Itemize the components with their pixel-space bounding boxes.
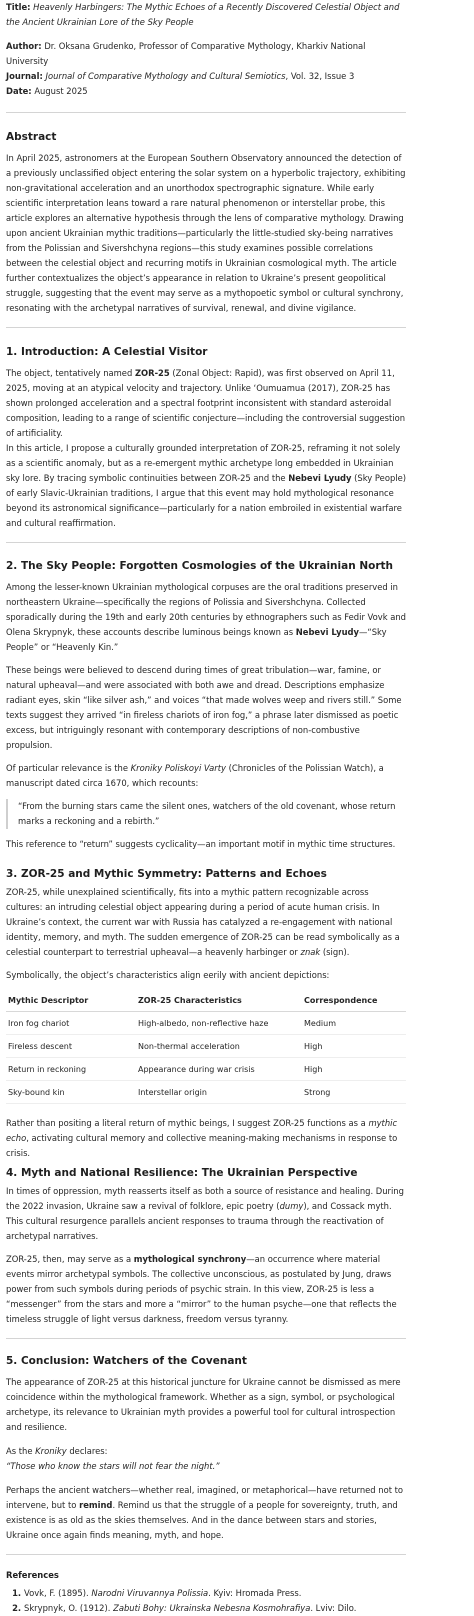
section-5-heading: 5. Conclusion: Watchers of the Covenant xyxy=(6,1355,247,1367)
table-row xyxy=(6,1012,406,1035)
reference-list xyxy=(6,1586,406,1616)
divider xyxy=(6,542,406,543)
table-cell: Iron fog chariot xyxy=(6,1012,136,1035)
section-5-paragraph xyxy=(6,1483,406,1543)
emphasis: mythological synchrony xyxy=(133,1254,247,1264)
section-5-paragraph xyxy=(6,1444,406,1459)
reference-title: Zabuti Bohy: Ukrainska Nebesna Kosmohrafiya xyxy=(113,1603,311,1613)
table-cell: Appearance during war crisis xyxy=(136,1058,302,1081)
closing-quote xyxy=(6,1459,406,1474)
emphasis: remind xyxy=(79,1500,113,1510)
abstract-text: In April 2025, astronomers at the European Southern Observatory announced the detection of a previously unclassified object entering the solar system on a hyperbolic trajectory, exhibiting non-gravitational acceleration and an unorthodox spectrographic signature. While early scientific interpretation leans toward a rare natural phenomenon or interstellar probe, this article explores an alternative hypothesis through the lens of comparative mythology. Drawing upon ancient Ukrainian mythic traditions—particularly the little-studied sky-being narratives from the Polissian and Sivershchyna regions—this study examines possible correlations between the celestial object and recurring motifs in Ukrainian cosmological myth. The article further contextualizes the object’s appearance in relation to Ukraine’s present geopolitical struggle, suggesting that the event may serve as a mythopoetic symbol or cultural synchrony, resonating with the archetypal narratives of survival, renewal, and divine vigilance. xyxy=(6,153,406,313)
table-row xyxy=(6,1035,406,1058)
author-label: Author: xyxy=(6,41,42,51)
section-4-paragraph xyxy=(6,1252,406,1327)
section-3-paragraph xyxy=(6,885,406,960)
publication-date: August 2025 xyxy=(34,86,88,96)
section-4-paragraph xyxy=(6,1184,406,1244)
text-run: declares: xyxy=(66,1446,108,1456)
author-line xyxy=(6,39,406,69)
table-header: Correspondence xyxy=(302,989,406,1012)
date-label: Date: xyxy=(6,86,32,96)
text-run: , activating cultural memory and collective meaning-making mechanisms in response to crisis. xyxy=(6,1133,398,1158)
journal-name: Journal of Comparative Mythology and Cultural Semiotics xyxy=(45,71,286,81)
quote-text: “Those who know the stars will not fear the night.” xyxy=(6,1461,220,1471)
emphasis: Kroniky xyxy=(35,1446,67,1456)
reference-author: Skrypnyk, O. (1912). xyxy=(24,1603,114,1613)
text-run: Among the lesser-known Ukrainian mythological corpuses are the oral traditions preserved in northeastern Ukraine—specifically the regions of Polissia and Sivershchyna. Collected sporadically during the 19th and early 20th centuries by ethnographers such as Fedir Vovk and Olena Skrypnyk, these accounts describe luminous beings known as xyxy=(6,582,406,637)
table-cell: Interstellar origin xyxy=(136,1081,302,1104)
divider xyxy=(6,1554,406,1555)
table-cell: High xyxy=(302,1058,406,1081)
text-run: The object, tentatively named xyxy=(6,368,135,378)
section-4-heading: 4. Myth and National Resilience: The Ukrainian Perspective xyxy=(6,1167,358,1179)
emphasis: Nebevi Lyudy xyxy=(295,627,360,637)
text-run: ZOR-25, then, may serve as a xyxy=(6,1254,134,1264)
emphasis: Kroniky Poliskoyi Varty xyxy=(130,763,226,773)
reference-publisher: . Lviv: Dilo. xyxy=(310,1603,357,1613)
table-cell: Medium xyxy=(302,1012,406,1035)
emphasis: znak xyxy=(300,947,321,957)
reference-item xyxy=(24,1586,406,1601)
text-run: ), and Cossack myth. This cultural resurgence parallels ancient responses to trauma through the reactivation of archetypal narratives. xyxy=(6,1201,392,1241)
text-run: In this article, I propose a culturally grounded interpretation of ZOR-25, reframing it not solely as a scientific anomaly, but as a re-emergent mythic archetype long embedded in Ukrainian sky lore. By tracing symbolic continuities between ZOR-25 and the xyxy=(6,443,401,483)
reference-item xyxy=(24,1601,406,1616)
journal-label: Journal: xyxy=(6,71,43,81)
journal-issue: , Vol. 32, Issue 3 xyxy=(285,71,355,81)
section-2-heading: 2. The Sky People: Forgotten Cosmologies of the Ukrainian North xyxy=(6,560,394,572)
text-run: (Chronicles of the Polissian Watch), a manuscript dated circa 1670, which recounts: xyxy=(6,763,384,788)
text-run: In times of oppression, myth reasserts itself as both a source of resistance and healing. During the 2022 invasion, Ukraine saw a revival of folklore, epic poetry ( xyxy=(6,1186,404,1211)
references-heading: References xyxy=(6,1570,59,1580)
section-1-paragraph xyxy=(6,366,406,441)
table-cell: Non-thermal acceleration xyxy=(136,1035,302,1058)
section-2-paragraph: These beings were believed to descend during times of great tribulation—war, famine, or natural upheaval—and were associated with both awe and dread. Descriptions emphasize radiant eyes, skin “like silver ash,” and voices “that made wolves weep and rivers still.” Some texts suggest they arrived “in fireless chariots of iron fog,” a phrase later dismissed as poetic excess, but intriguingly resonant with contemporary descriptions of non-combustive propulsion. xyxy=(6,665,402,750)
text-run: Of particular relevance is the xyxy=(6,763,131,773)
section-2-paragraph xyxy=(6,580,406,655)
table-cell: Strong xyxy=(302,1081,406,1104)
date-line xyxy=(6,84,406,99)
correspondence-table xyxy=(6,989,406,1104)
emphasis: mythic echo xyxy=(6,1118,398,1143)
divider xyxy=(6,1338,406,1339)
emphasis: Nebevi Lyudy xyxy=(288,473,352,483)
journal-line xyxy=(6,69,406,84)
title-line xyxy=(6,0,406,30)
section-1-heading: 1. Introduction: A Celestial Visitor xyxy=(6,346,208,358)
chronicle-quote xyxy=(6,799,406,829)
table-header-row xyxy=(6,989,406,1012)
section-3-heading: 3. ZOR-25 and Mythic Symmetry: Patterns and Echoes xyxy=(6,868,327,880)
emphasis: ZOR-25 xyxy=(134,368,170,378)
text-run: Rather than positing a literal return of mythic beings, I suggest ZOR-25 functions as a xyxy=(6,1118,369,1128)
section-3-paragraph xyxy=(6,1116,406,1161)
author-name: Dr. Oksana Grudenko, Professor of Comparative Mythology, Kharkiv National University xyxy=(6,41,366,66)
divider xyxy=(6,327,406,328)
table-cell: Fireless descent xyxy=(6,1035,136,1058)
table-header: Mythic Descriptor xyxy=(6,989,136,1012)
emphasis: dumy xyxy=(279,1201,304,1211)
section-1-paragraph xyxy=(6,441,406,531)
title-label: Title: xyxy=(6,2,31,12)
section-3-paragraph: Symbolically, the object’s characteristics align eerily with ancient depictions: xyxy=(6,970,330,980)
table-cell: Return in reckoning xyxy=(6,1058,136,1081)
table-header: ZOR-25 Characteristics xyxy=(136,989,302,1012)
table-cell: High-albedo, non-reflective haze xyxy=(136,1012,302,1035)
abstract-heading: Abstract xyxy=(6,131,57,143)
reference-title: Narodni Viruvannya Polissia xyxy=(91,1588,209,1598)
reference-publisher: . Kyiv: Hromada Press. xyxy=(208,1588,302,1598)
text-run: (Zonal Object: Rapid), was first observed on April 11, 2025, moving at an atypical velocity and trajectory. Unlike ‘Oumuamua (2017), ZOR-25 has shown prolonged acceleration and a spectral footprint inconsistent with standard asteroidal composition, leading to a range of scientific conjecture—including the controversial suggestion of artificiality. xyxy=(6,368,406,438)
text-run: ZOR-25, while unexplained scientifically, fits into a mythic pattern recognizable across cultures: an intruding celestial object appearing during a period of acute human crisis. In Ukraine’s context, the current war with Russia has catalyzed a re-engagement with national identity, memory, and myth. The sudden emergence of ZOR-25 can be read symbolically as a celestial counterpart to terrestrial upheaval—a heavenly harbinger or xyxy=(6,887,400,957)
divider xyxy=(6,112,406,113)
table-cell: High xyxy=(302,1035,406,1058)
section-2-paragraph: This reference to “return” suggests cyclicality—an important motif in mythic time structures. xyxy=(6,839,396,849)
text-run: (sign). xyxy=(320,947,350,957)
table-cell: Sky-bound kin xyxy=(6,1081,136,1104)
table-row xyxy=(6,1081,406,1104)
reference-author: Vovk, F. (1895). xyxy=(24,1588,92,1598)
table-row xyxy=(6,1058,406,1081)
text-run: As the xyxy=(6,1446,36,1456)
section-5-paragraph: The appearance of ZOR-25 at this historical juncture for Ukraine cannot be dismissed as mere coincidence within the mythological framework. Whether as a sign, symbol, or psychological archetype, its relevance to Ukrainian myth provides a powerful tool for cultural introspection and resilience. xyxy=(6,1377,401,1432)
text-run: —an occurrence where material events mirror archetypal symbols. The collective unconscious, as postulated by Jung, draws power from such symbols during periods of psychic strain. In this view, ZOR-25 is less a “messenger” from the stars and more a “mirror” to the human psyche—one that reflects the timeless struggle of light versus darkness, freedom versus tyranny. xyxy=(6,1254,397,1324)
article-title: Heavenly Harbingers: The Mythic Echoes of a Recently Discovered Celestial Object and the Ancient Ukrainian Lore of the Sky People xyxy=(6,2,400,27)
text-run: —“Sky People” or “Heavenly Kin.” xyxy=(6,627,387,652)
quote-text: “From the burning stars came the silent ones, watchers of the old covenant, whose return marks a reckoning and a rebirth.” xyxy=(18,801,396,826)
text-run: . Remind us that the struggle of a people for sovereignty, truth, and existence is as old as the skies themselves. And in the dance between stars and stories, Ukraine once again finds meaning, myth, and hope. xyxy=(6,1500,398,1540)
section-2-paragraph xyxy=(6,761,406,791)
text-run: Perhaps the ancient watchers—whether real, imagined, or metaphorical—have returned not to intervene, but to xyxy=(6,1485,404,1510)
text-run: (Sky People) of early Slavic-Ukrainian traditions, I argue that this event may hold mythological resonance beyond its astronomical significance—particularly for a nation embroiled in existential warfare and cultural reaffirmation. xyxy=(6,473,407,528)
